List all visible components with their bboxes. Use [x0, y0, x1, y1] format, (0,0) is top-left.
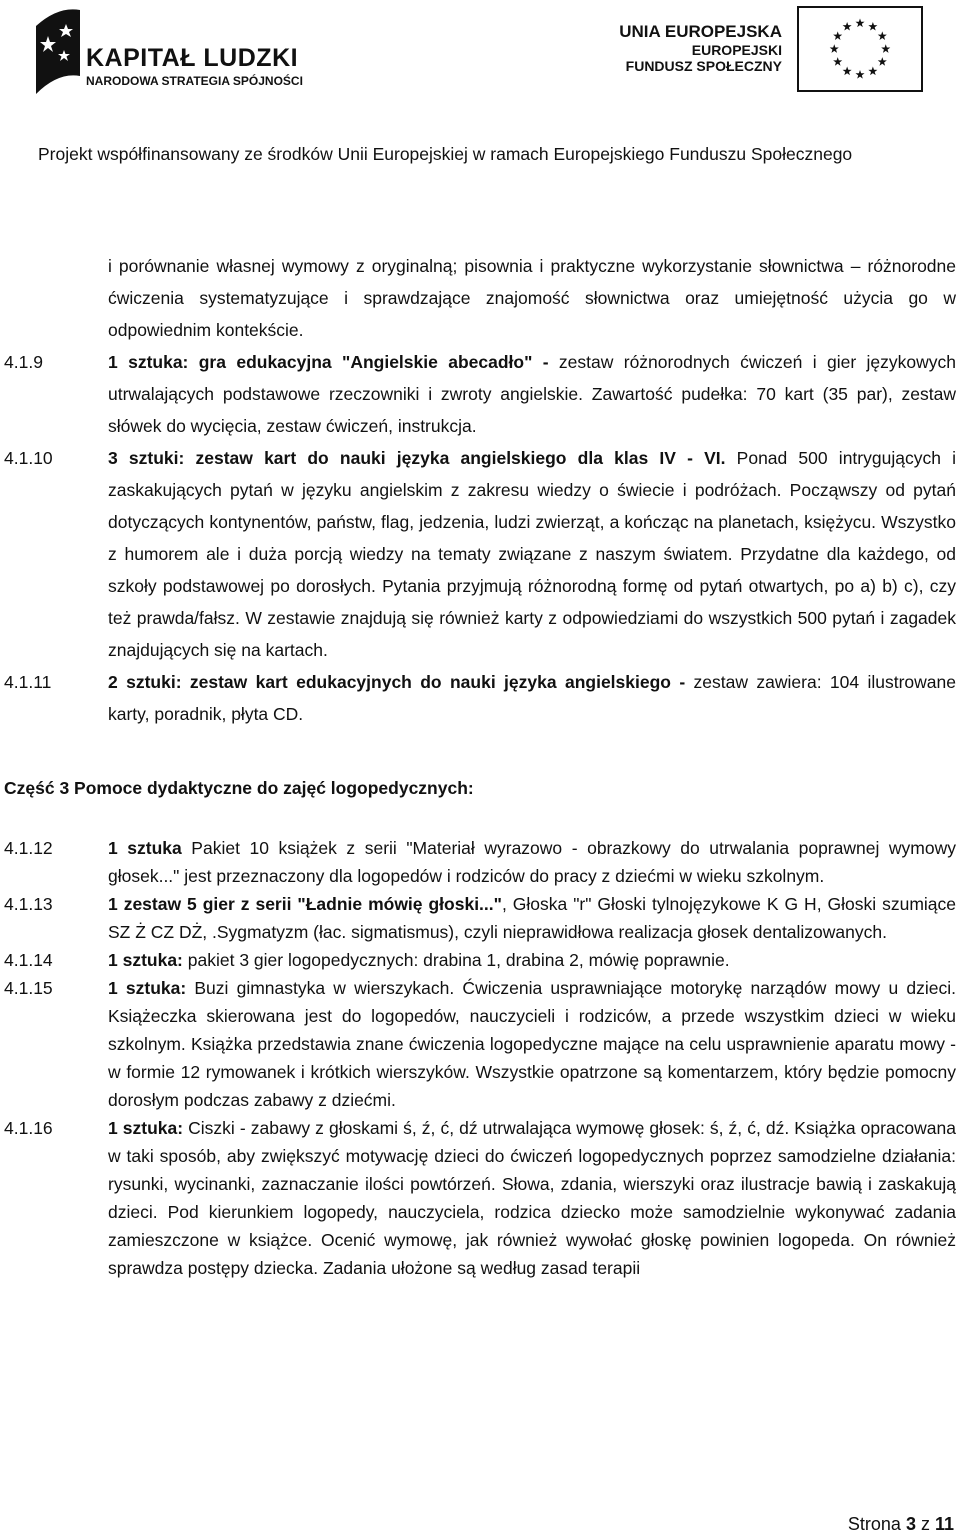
list-item [0, 442, 960, 666]
item-bold: 1 sztuka: gra edukacyjna "Angielskie abecadło" - [108, 352, 549, 372]
item-bold: 1 sztuka: [108, 978, 187, 998]
item-bold: 1 sztuka [108, 838, 182, 858]
eu-star-icon [833, 31, 842, 40]
eu-star-icon [878, 57, 887, 66]
item-text: , Głoska "r" Głoski tylnojęzykowe K G H, Głoski szumiące SZ Ż CZ DŻ, .Sygmatyzm (łac. sigmatismus), czyli nieprawidłowa realizacja głosek dentalizowanych. [108, 894, 957, 942]
item-text: zestaw zawiera: 104 ilustrowane karty, poradnik, płyta CD. [108, 672, 957, 724]
kapital-ludzki-subtitle: NARODOWA STRATEGIA SPÓJNOŚCI [86, 74, 303, 88]
total-pages: 11 [934, 1514, 954, 1534]
eu-star-icon [868, 67, 877, 76]
item-bold: 1 sztuka: [108, 1118, 184, 1138]
item-text: zestaw różnorodnych ćwiczeń i gier językowych utrwalających podstawowe rzeczowniki i zwroty angielskie. Zawartość pudełka: 70 kart (35 par), zestaw słówek do wycięcia, zestaw ćwiczeń, instrukcja. [108, 352, 956, 436]
item-text: Ponad 500 intrygujących i zaskakujących pytań w języku angielskim z zakresu wiedzy o świecie i podróżach. Począwszy od pytań dotyczących kontynentów, państw, flag, jedzenia, ludzi zwierząt, a kończąc na planetach, księżycu. Wszystko z humorem ale i duża porcją wiedzy na tematy związane z naszym światem. Przydatne dla każdego, od szkoły podstawowej po dorosłych. Pytania przyjmują różnorodną formę od pytań otwartych, po a) b) c), czy też prawda/fałsz. W zestawie znajdują się również karty z odpowiedziami do wszystkich 500 pytań i zagadek znajdujących się na kartach. [108, 448, 956, 660]
list-item [0, 1114, 960, 1282]
eu-fund-label [619, 22, 782, 74]
item-number: 4.1.14 [4, 950, 53, 970]
list-item [0, 834, 960, 890]
list-item [0, 946, 960, 974]
page-prefix: Strona [847, 1514, 906, 1534]
item-number: 4.1.11 [4, 672, 52, 692]
list-item [0, 890, 960, 946]
item-text: Pakiet 10 książek z serii "Materiał wyrazowo - obrazkowy do utrwalania poprawnej wymowy głosek..." jest przeznaczony dla logopedów i rodziców do pracy z dziećmi w wieku szkolnym. [108, 838, 956, 886]
eu-star-icon [843, 22, 852, 31]
kapital-ludzki-logo [34, 6, 303, 98]
eu-line-1: UNIA EUROPEJSKA [619, 22, 782, 41]
eu-line-2: EUROPEJSKI [691, 41, 782, 58]
item-number: 4.1.13 [4, 894, 53, 914]
eu-star-icon [868, 22, 877, 31]
project-banner: Projekt współfinansowany ze środków Unii Europejskiej w ramach Europejskiego Funduszu Społecznego [38, 144, 853, 164]
section-heading: Część 3 Pomoce dydaktyczne do zajęć logopedycznych: [4, 778, 474, 798]
eu-star-icon [843, 67, 852, 76]
item-number: 4.1.12 [4, 838, 53, 858]
list-item [0, 346, 960, 442]
item-bold: 1 zestaw 5 gier z serii "Ładnie mówię głoski..." [108, 894, 502, 914]
item-text: pakiet 3 gier logopedycznych: drabina 1, drabina 2, mówię poprawnie. [182, 950, 730, 970]
page-header [0, 0, 960, 164]
item-bold: 1 sztuka: [108, 950, 183, 970]
page-number [848, 1514, 954, 1535]
item-number: 4.1.10 [4, 448, 53, 468]
item-text: Ciszki - zabawy z głoskami ś, ź, ć, dź utrwalająca wymowę głosek: ś, ź, ć, dź. Książka opracowana w taki sposób, aby zwiększyć motywację dzieci do ćwiczeń logopedycznych poprzez samodzielne działania: rysunki, wycinanki, zaznaczanie ilości powtórzeń. Słowa, zdania, wierszyki oraz ilustracje bawią i zaskakują dzieci. Pod kierunkiem logopedy, nauczyciela, rodzica dziecko może samodzielnie wykonywać zadania zamieszczone w książce. Ocenić wymowę, jak również wywołać głoskę powinien logopeda. On również sprawdza postępy dziecka. Zadania ułożone są według zasad terapii [108, 1118, 956, 1278]
eu-star-icon [855, 18, 864, 27]
intro-paragraph [0, 250, 960, 346]
list-item [0, 666, 960, 730]
eu-star-icon [878, 31, 887, 40]
item-text: Buzi gimnastyka w wierszykach. Ćwiczenia usprawniające motorykę narządów mowy u dzieci. Książeczka skierowana jest do logopedów, nauczycieli i rodziców, a przede wszystkim dzieci w wieku szkolnym. Książka przedstawia znane ćwiczenia logopedyczne mające na celu usprawnienie aparatu mowy - w formie 12 rymowanek i krótkich wierszyków. Wszystkie opatrzone są komentarzem, który będzie pomocny dorosłym podczas zabawy z dziećmi. [108, 978, 956, 1110]
page-mid: z [915, 1514, 935, 1534]
eu-flag-icon [797, 6, 923, 92]
current-page: 3 [905, 1514, 916, 1534]
eu-star-icon [855, 70, 864, 79]
item-number: 4.1.9 [4, 352, 43, 372]
item-number: 4.1.15 [4, 978, 53, 998]
kapital-ludzki-emblem-icon [34, 6, 82, 94]
eu-star-icon [881, 44, 890, 53]
item-bold: 2 sztuki: zestaw kart edukacyjnych do nauki języka angielskiego - [108, 672, 686, 692]
intro-text: i porównanie własnej wymowy z oryginalną; pisownia i praktyczne wykorzystanie słownictwa – różnorodne ćwiczenia systematyzujące i sprawdzające znajomość słownictwa oraz umiejętność użycia go w odpowiednim kontekście. [108, 256, 956, 340]
eu-line-3: FUNDUSZ SPOŁECZNY [625, 57, 782, 74]
document-body [0, 250, 960, 1282]
list-item [0, 974, 960, 1114]
kapital-ludzki-title: KAPITAŁ LUDZKI [86, 44, 299, 72]
item-bold: 3 sztuki: zestaw kart do nauki języka angielskiego dla klas IV - VI. [108, 448, 726, 468]
eu-star-icon [833, 57, 842, 66]
item-number: 4.1.16 [4, 1118, 53, 1138]
eu-star-icon [830, 44, 839, 53]
